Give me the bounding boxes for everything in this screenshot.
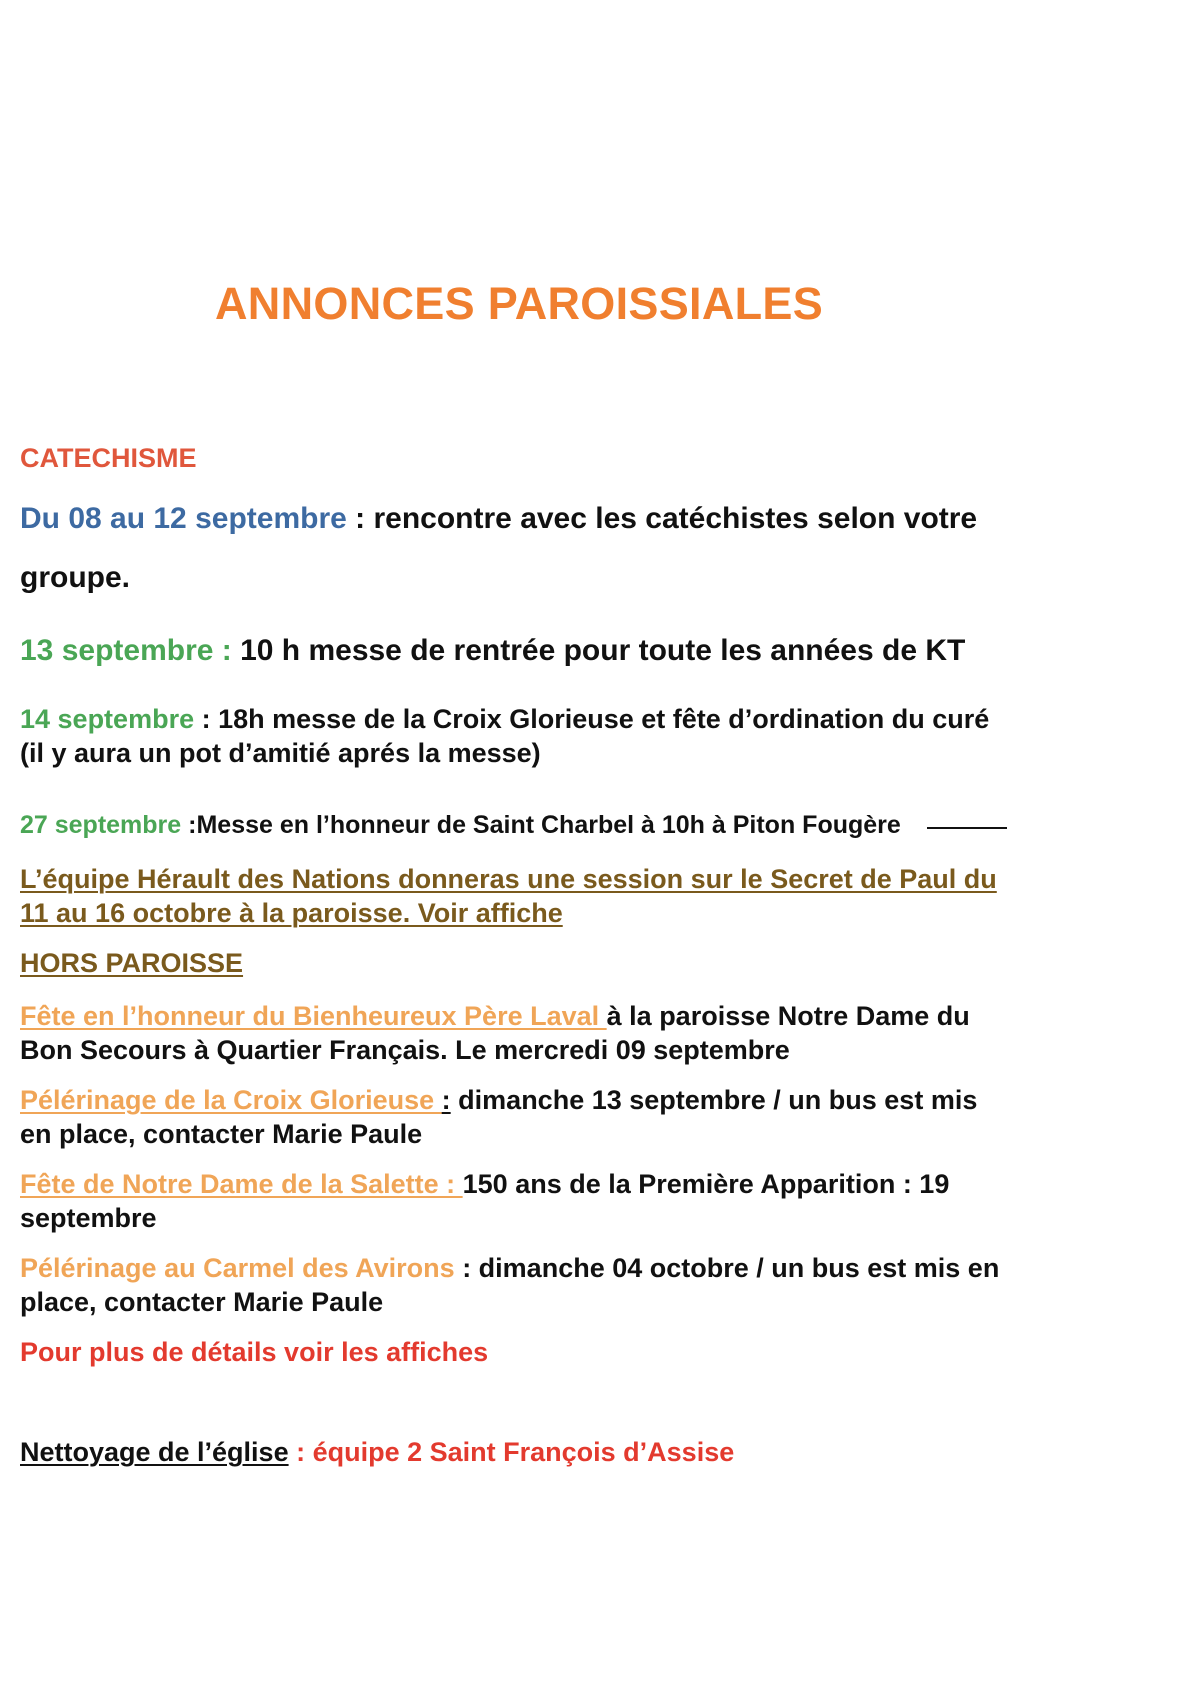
item-text: rencontre avec les catéchistes selon votre <box>373 502 978 535</box>
catechisme-heading: CATECHISME <box>20 443 197 473</box>
item-text: :Messe en l’honneur de Saint Charbel à 10h à Piton Fougère <box>181 811 901 839</box>
nettoyage-label: Nettoyage de l’église <box>20 1437 289 1467</box>
catechisme-item-5-line-2[interactable]: 11 au 16 octobre à la paroisse. Voir affiche <box>20 898 563 928</box>
catechisme-item-5-line-1[interactable]: L’équipe Hérault des Nations donneras une session sur le Secret de Paul du <box>20 864 997 894</box>
hors-paroisse-heading: HORS PAROISSE <box>20 948 244 978</box>
catechisme-item-1-line-2: groupe. <box>20 561 130 594</box>
item-colon: : <box>441 1085 451 1115</box>
item-date: 14 septembre <box>20 704 195 734</box>
event-link[interactable]: Pélérinage de la Croix Glorieuse <box>20 1085 442 1115</box>
hors-item-1-line-1 <box>20 1001 970 1032</box>
event-name: Pélérinage au Carmel des Avirons <box>20 1253 455 1283</box>
item-text: : 18h messe de la Croix Glorieuse et fête d’ordination du curé <box>194 704 990 734</box>
hors-item-3-line-1 <box>20 1169 949 1200</box>
item-text: 10 h messe de rentrée pour toute les années de KT <box>240 634 966 667</box>
item-date: Du 08 au 12 septembre <box>20 502 347 535</box>
hors-item-4-line-1 <box>20 1253 999 1284</box>
blank-line <box>927 827 1007 829</box>
item-date: 27 septembre <box>20 811 182 839</box>
catechisme-item-3-line-1 <box>20 704 989 735</box>
page-title: ANNONCES PAROISSIALES <box>215 278 824 329</box>
catechisme-item-1-line-1 <box>20 502 977 536</box>
item-separator: : <box>346 502 374 535</box>
nettoyage-line <box>20 1437 734 1468</box>
catechisme-item-2 <box>20 634 965 668</box>
nettoyage-team: équipe 2 Saint François d’Assise <box>312 1437 735 1467</box>
item-text: 150 ans de la Première Apparition : 19 <box>462 1169 950 1199</box>
catechisme-item-3-line-2: (il y aura un pot d’amitié aprés la messe) <box>20 738 541 768</box>
item-date: 13 septembre : <box>20 634 241 667</box>
item-text: dimanche 13 septembre / un bus est mis <box>450 1085 978 1115</box>
hors-item-2-line-2: en place, contacter Marie Paule <box>20 1119 423 1149</box>
hors-item-2-line-1 <box>20 1085 977 1116</box>
details-note: Pour plus de détails voir les affiches <box>20 1337 489 1367</box>
event-link[interactable]: Fête en l’honneur du Bienheureux Père Laval <box>20 1001 607 1031</box>
hors-item-4-line-2: place, contacter Marie Paule <box>20 1287 384 1317</box>
item-text: à la paroisse Notre Dame du <box>606 1001 970 1031</box>
hors-item-3-line-2: septembre <box>20 1203 157 1233</box>
nettoyage-separator: : <box>288 1437 313 1467</box>
catechisme-item-4 <box>20 811 1007 840</box>
event-link[interactable]: Fête de Notre Dame de la Salette : <box>20 1169 463 1199</box>
item-text: : dimanche 04 octobre / un bus est mis en <box>454 1253 1000 1283</box>
hors-item-1-line-2: Bon Secours à Quartier Français. Le mercredi 09 septembre <box>20 1035 790 1065</box>
